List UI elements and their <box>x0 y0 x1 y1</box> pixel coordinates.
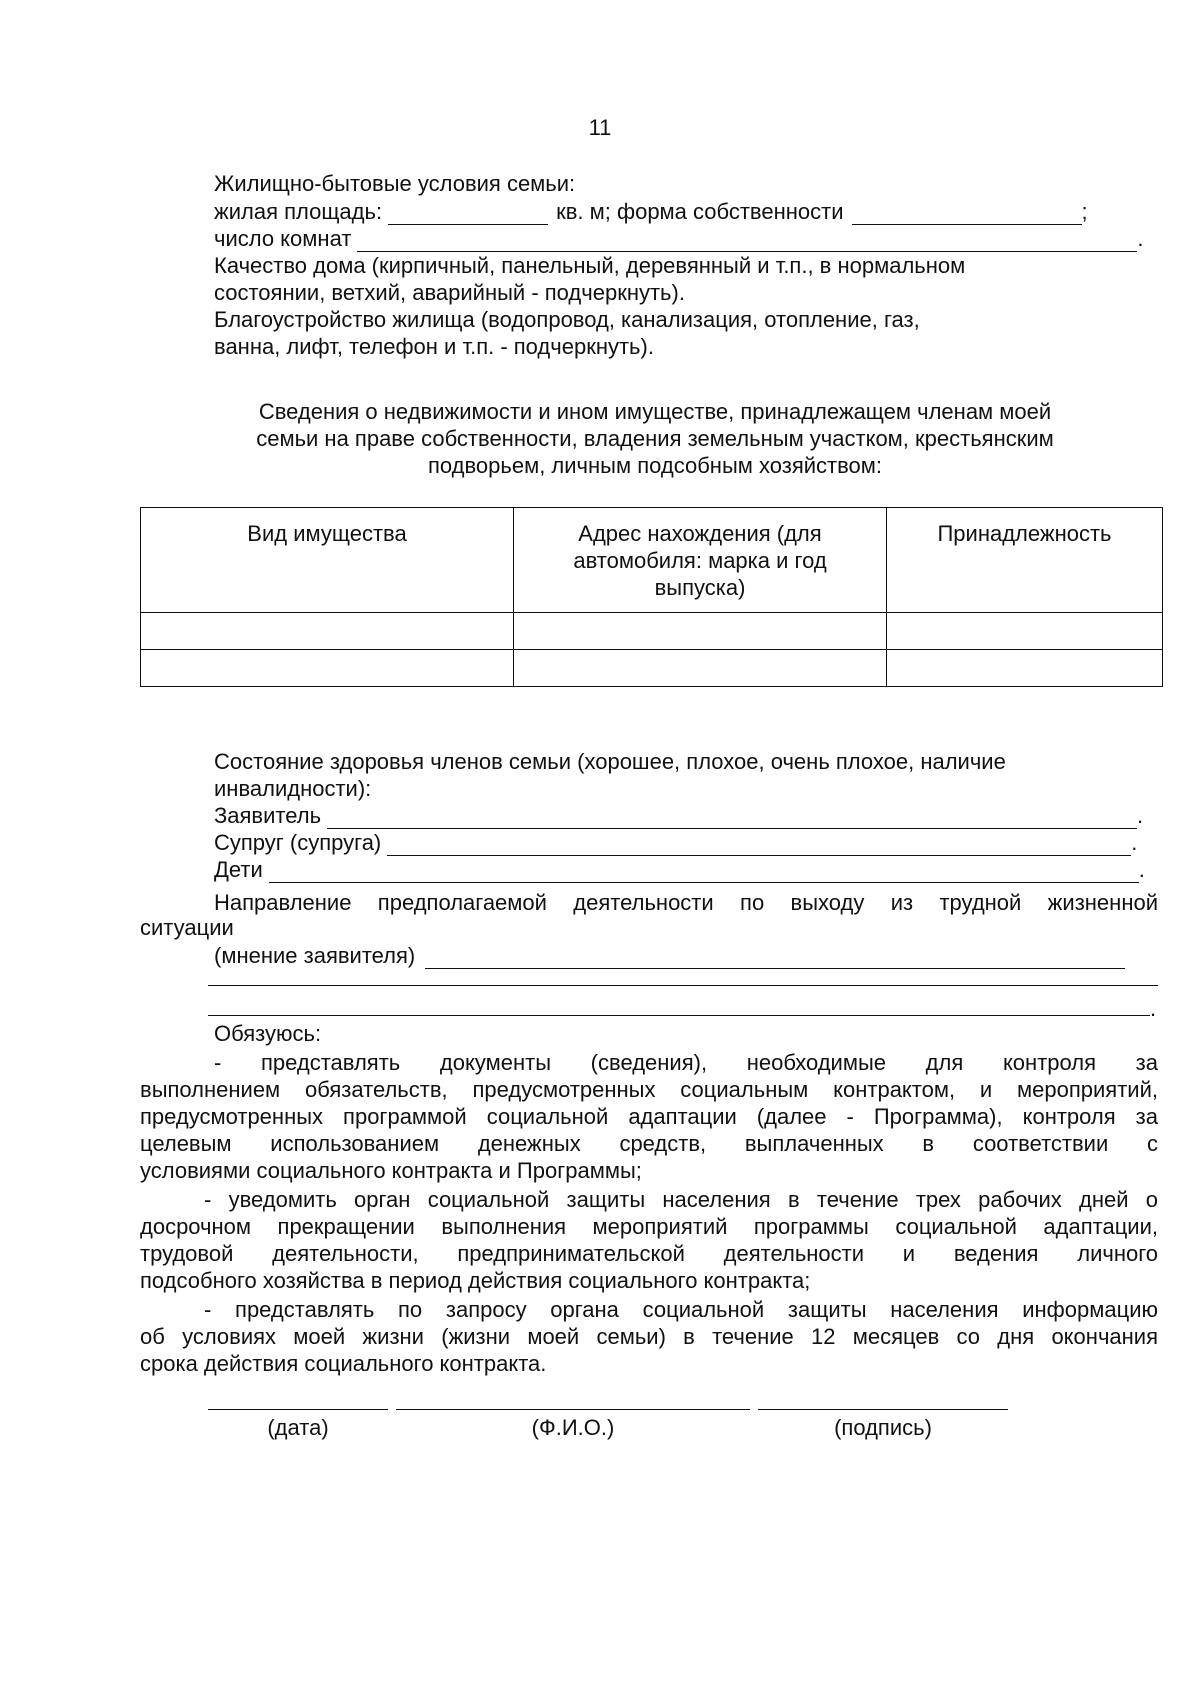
property-heading-line1: Сведения о недвижимости и ином имуществе, принадлежащем членам моей <box>258 399 1052 424</box>
obligation-3-line1: - представлять по запросу органа социальной защиты населения информацию <box>204 1297 1158 1322</box>
children-field[interactable] <box>269 862 1139 883</box>
table-cell[interactable] <box>887 650 1163 687</box>
housing-heading: Жилищно-бытовые условия семьи: <box>214 171 576 196</box>
col-ownership: Принадлежность <box>887 508 1163 613</box>
opinion-period: . <box>1150 996 1157 1021</box>
house-quality-line1: Качество дома (кирпичный, панельный, деревянный и т.п., в нормальном <box>214 253 966 278</box>
opinion-line-3[interactable] <box>208 1015 1150 1016</box>
rooms-row <box>214 225 1158 252</box>
health-line1: Состояние здоровья членов семьи (хорошее, плохое, очень плохое, наличие <box>214 749 1006 774</box>
col-property-type: Вид имущества <box>141 508 514 613</box>
obligation-2-line3: трудовой деятельности, предпринимательской деятельности и ведения личного <box>140 1241 1158 1266</box>
opinion-label: (мнение заявителя) <box>214 943 416 968</box>
name-caption: (Ф.И.О.) <box>531 1415 615 1440</box>
property-table <box>140 507 1163 687</box>
children-label: Дети <box>214 857 263 882</box>
table-cell[interactable] <box>887 613 1163 650</box>
living-area-label: жилая площадь: <box>214 199 383 224</box>
obligation-3-line2: об условиях моей жизни (жизни моей семьи) в течение 12 месяцев со дня окончания <box>140 1324 1158 1349</box>
applicant-period: . <box>1137 803 1144 828</box>
table-row <box>141 650 1163 687</box>
house-quality-line2: состоянии, ветхий, аварийный - подчеркнуть). <box>214 280 685 305</box>
date-line[interactable] <box>208 1409 388 1410</box>
opinion-line-2[interactable] <box>208 985 1158 986</box>
opinion-field[interactable] <box>425 948 1125 969</box>
amenities-line2: ванна, лифт, телефон и т.п. - подчеркнуть). <box>214 334 654 359</box>
direction-line2: ситуации <box>140 915 234 940</box>
living-area-field[interactable] <box>388 204 548 225</box>
amenities-line1: Благоустройство жилища (водопровод, канализация, отопление, газ, <box>214 307 920 332</box>
spouse-field[interactable] <box>387 835 1131 856</box>
table-cell[interactable] <box>514 613 887 650</box>
rooms-period: . <box>1137 226 1144 251</box>
obligation-2-line2: досрочном прекращении выполнения мероприятий программы социальной адаптации, <box>140 1214 1158 1239</box>
applicant-field[interactable] <box>327 808 1137 829</box>
obligation-1-line2: выполнением обязательств, предусмотренных социальным контрактом, и мероприятий, <box>140 1077 1158 1102</box>
living-area-row <box>214 198 1158 225</box>
rooms-field[interactable] <box>357 231 1137 252</box>
page-number: 11 <box>588 115 612 140</box>
table-cell[interactable] <box>141 650 514 687</box>
table-cell[interactable] <box>141 613 514 650</box>
spouse-period: . <box>1131 830 1138 855</box>
table-row <box>141 613 1163 650</box>
obligation-3-line3: срока действия социального контракта. <box>140 1351 547 1376</box>
health-line2: инвалидности): <box>214 776 372 801</box>
children-row <box>214 856 1158 883</box>
property-table-header <box>141 508 1163 613</box>
obligation-2-line1: - уведомить орган социальной защиты населения в течение трех рабочих дней о <box>204 1187 1158 1212</box>
sqm-ownership-label: кв. м; форма собственности <box>556 199 844 224</box>
applicant-row <box>214 802 1158 829</box>
rooms-label: число комнат <box>214 226 352 251</box>
property-heading-line2: семьи на праве собственности, владения земельным участком, крестьянским <box>256 426 1054 451</box>
col-address: Адрес нахождения (для автомобиля: марка и год выпуска) <box>514 508 887 613</box>
obligation-1-line1: - представлять документы (сведения), необходимые для контроля за <box>214 1050 1158 1075</box>
direction-line1: Направление предполагаемой деятельности по выходу из трудной жизненной <box>214 890 1158 915</box>
obligations-heading: Обязуюсь: <box>214 1021 322 1046</box>
opinion-row <box>214 942 1158 969</box>
spouse-row <box>214 829 1158 856</box>
signature-caption: (подпись) <box>834 1415 932 1440</box>
date-caption: (дата) <box>267 1415 329 1440</box>
property-heading-line3: подворьем, личным подсобным хозяйством: <box>427 453 883 478</box>
semicolon: ; <box>1081 199 1088 224</box>
obligation-1-line4: целевым использованием денежных средств, выплаченных в соответствии с <box>140 1131 1158 1156</box>
table-cell[interactable] <box>514 650 887 687</box>
spouse-label: Супруг (супруга) <box>214 830 382 855</box>
name-line[interactable] <box>396 1409 750 1410</box>
signature-line[interactable] <box>758 1409 1008 1410</box>
children-period: . <box>1138 857 1145 882</box>
applicant-label: Заявитель <box>214 803 322 828</box>
ownership-form-field[interactable] <box>852 204 1082 225</box>
obligation-2-line4: подсобного хозяйства в период действия социального контракта; <box>140 1268 811 1293</box>
obligation-1-line5: условиями социального контракта и Программы; <box>140 1158 642 1183</box>
obligation-1-line3: предусмотренных программой социальной адаптации (далее - Программа), контроля за <box>140 1104 1158 1129</box>
